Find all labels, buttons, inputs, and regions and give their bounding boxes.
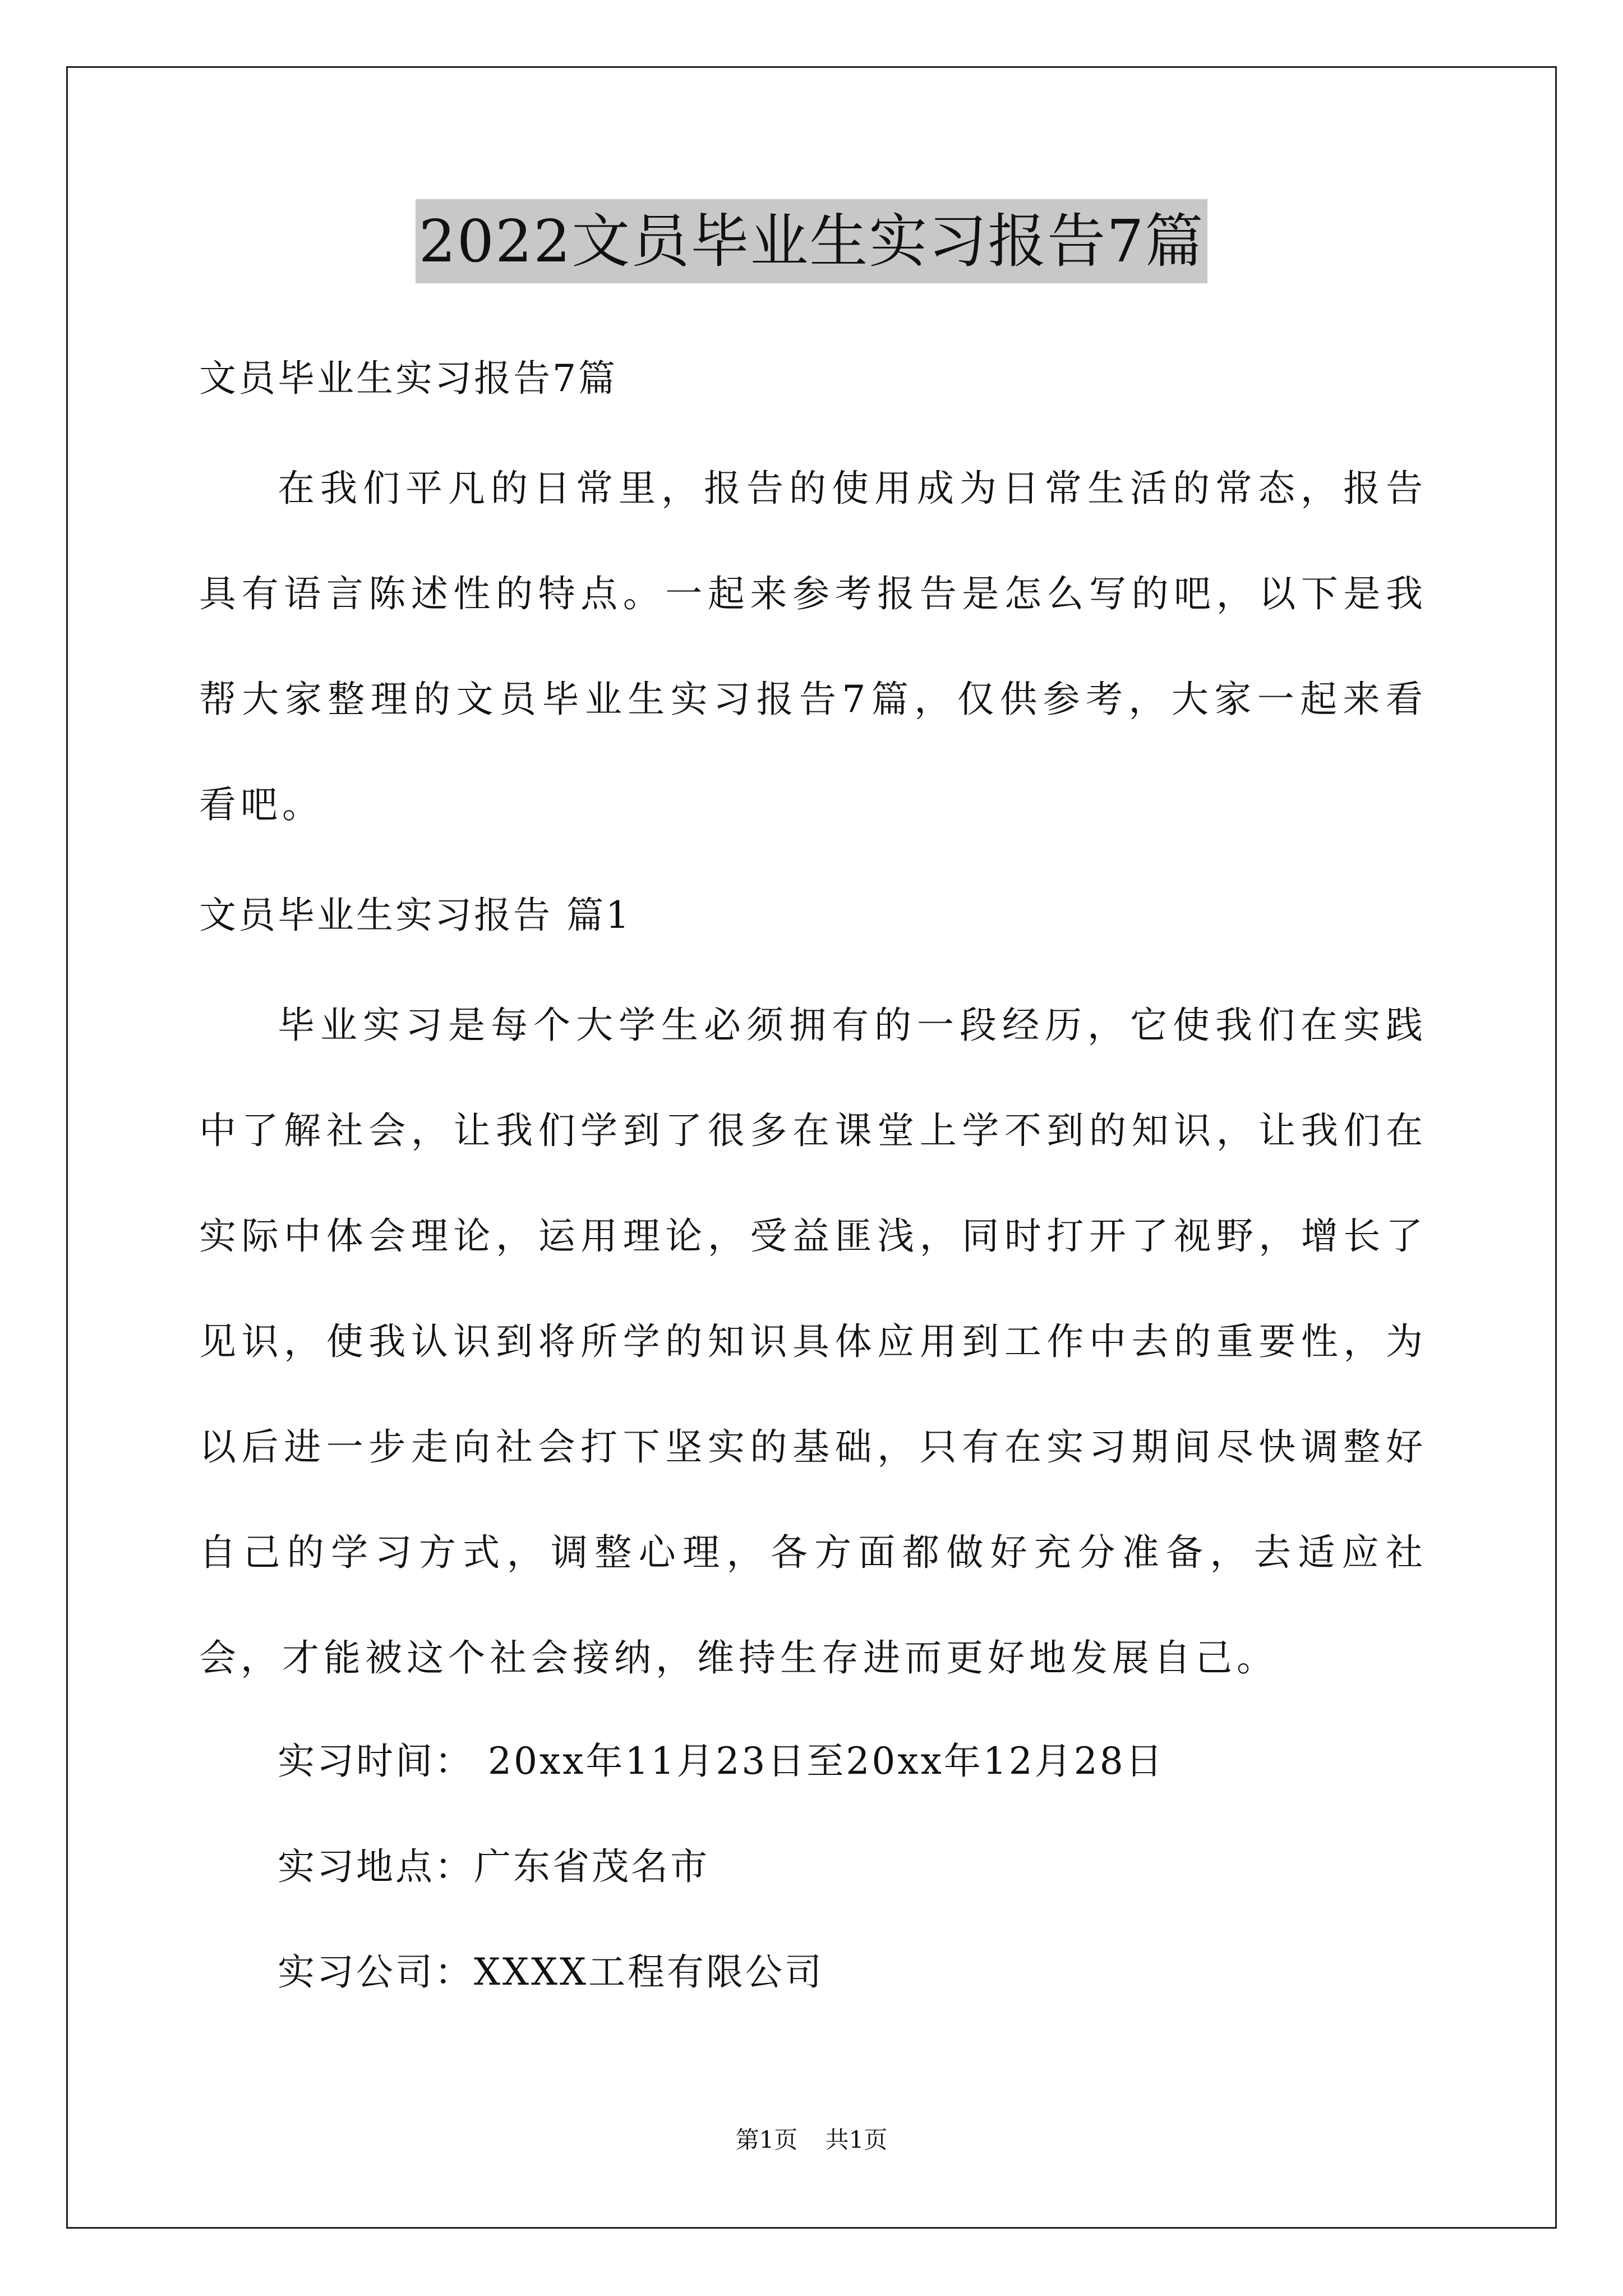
body-paragraph: 毕业实习是每个大学生必须拥有的一段经历，它使我们在实践中了解社会，让我们学到了很多在课堂上学不到的知识，让我们在实际中体会理论，运用理论，受益匪浅，同时打开了视野，增长了见识，使我认识到将所学的知识具体应用到工作中去的重要性，为以后进一步走向社会打下坚实的基础，只有在实习期间尽快调整好自己的学习方式，调整心理，各方面都做好充分准备，去适应社会，才能被这个社会接纳，维持生存进而更好地发展自己。 (199, 1004, 1427, 1680)
internship-time: 实习时间： 20xx年11月23日至20xx年12月28日 (278, 1740, 1165, 1783)
document-subtitle: 文员毕业生实习报告7篇 (199, 357, 617, 400)
internship-place: 实习地点：广东省茂名市 (278, 1845, 709, 1888)
document-title: 2022文员毕业生实习报告7篇 (416, 199, 1208, 283)
internship-company: 实习公司：XXXX工程有限公司 (278, 1950, 824, 1994)
page-total: 共1页 (825, 2126, 888, 2154)
section-heading: 文员毕业生实习报告 篇1 (199, 894, 631, 937)
intro-paragraph: 在我们平凡的日常里，报告的使用成为日常生活的常态，报告具有语言陈述性的特点。一起来参考报告是怎么写的吧，以下是我帮大家整理的文员毕业生实习报告7篇，仅供参考，大家一起来看看吧。 (199, 467, 1427, 826)
page-current: 第1页 (735, 2126, 798, 2154)
page-footer (0, 2123, 1623, 2157)
title-container (0, 199, 1623, 283)
